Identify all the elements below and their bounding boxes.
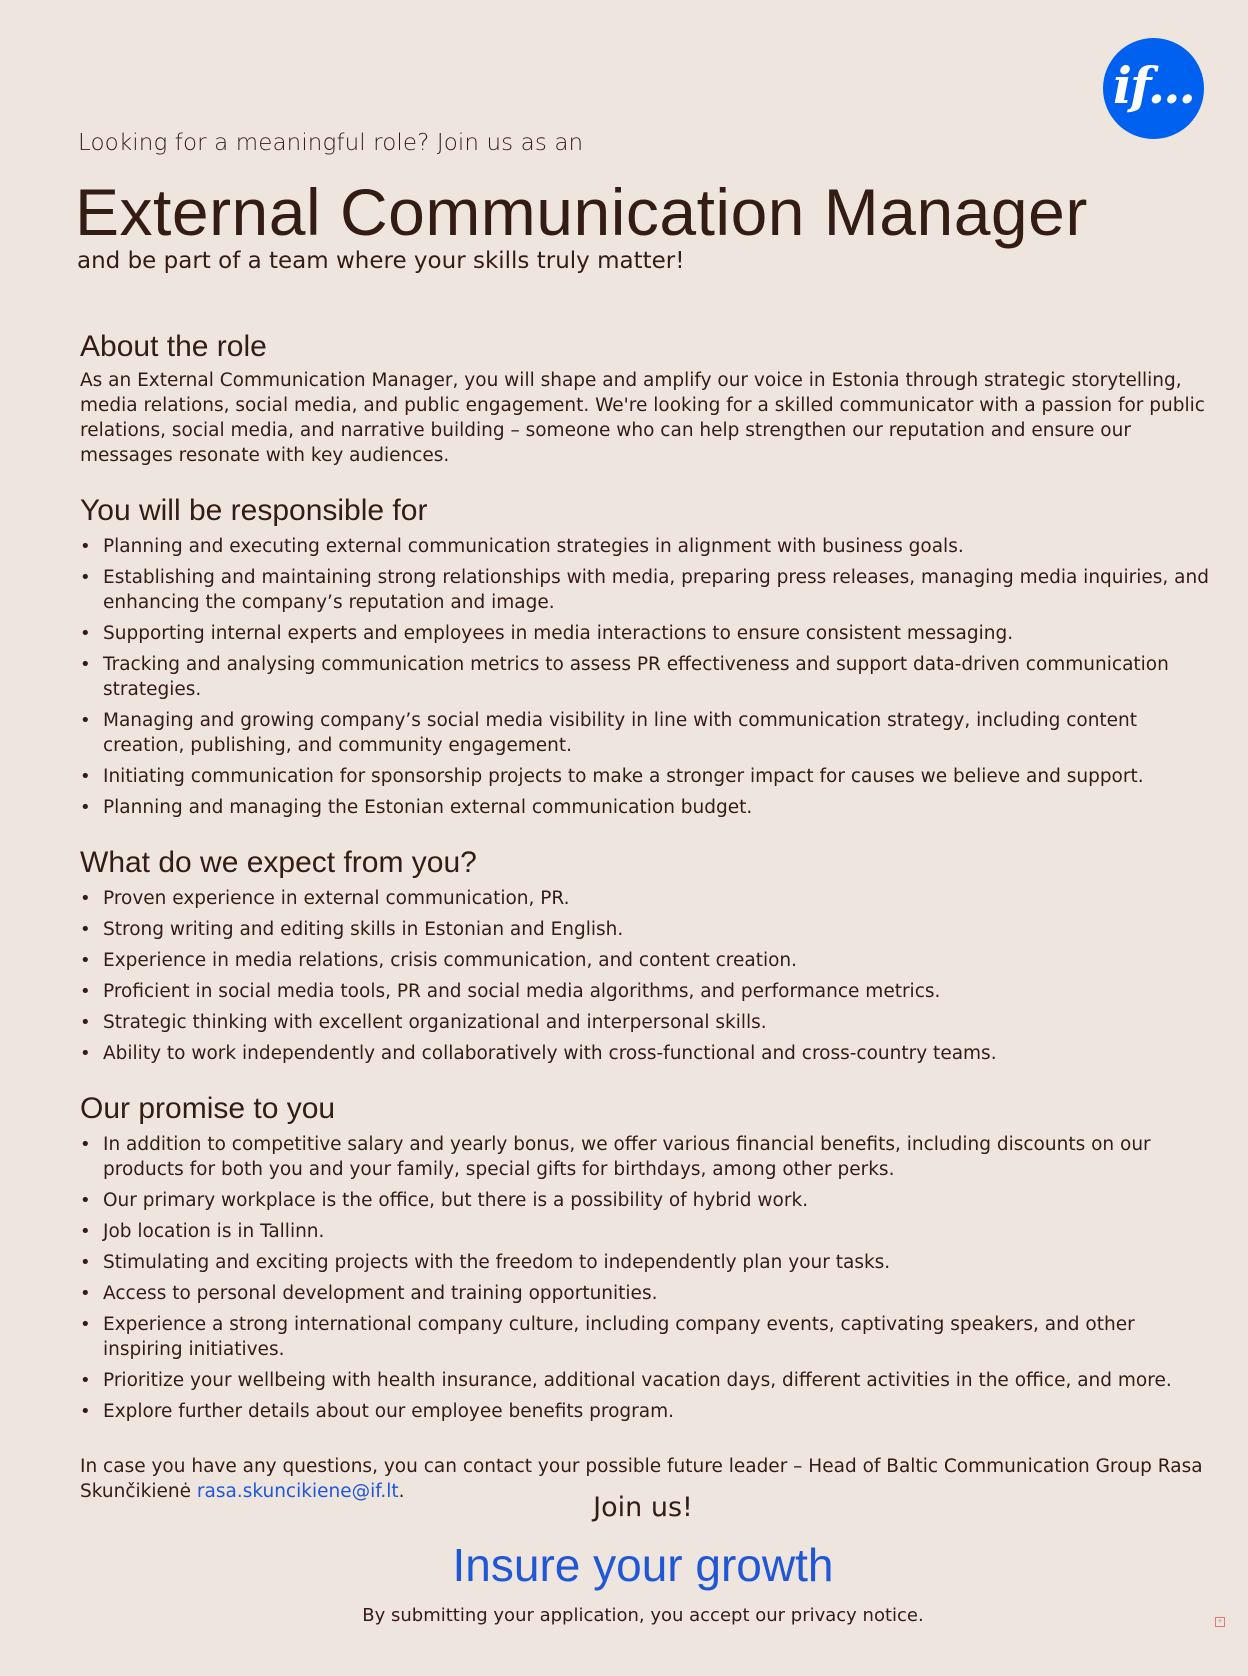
- list-item-text: Job location is in Tallinn.: [103, 1221, 325, 1242]
- list-item-text: Proficient in social media tools, PR and social media algorithms, and performance metrics.: [103, 981, 941, 1002]
- bullet-icon: •: [80, 1283, 91, 1304]
- list-item-text: Our primary workplace is the office, but there is a possibility of hybrid work.: [103, 1190, 809, 1211]
- list-item: [80, 795, 1215, 820]
- contact-email-link[interactable]: rasa.skuncikiene@if.lt: [196, 1481, 399, 1502]
- list-item: [80, 917, 1215, 942]
- bullet-icon: •: [80, 888, 91, 909]
- list-item: [80, 1188, 1215, 1213]
- bullet-icon: •: [80, 1401, 91, 1422]
- list-item-text: Establishing and maintaining strong relationships with media, preparing press releases, managing media inquiries, and enhancing the company’s reputation and image.: [103, 567, 1209, 613]
- job-title: External Communication Manager: [75, 175, 1088, 249]
- bullet-icon: •: [80, 797, 91, 818]
- list-item-text: Managing and growing company’s social media visibility in line with communication strategy, including content creation, publishing, and community engagement.: [103, 710, 1138, 756]
- bullet-icon: •: [80, 1252, 91, 1273]
- bullet-icon: •: [80, 654, 91, 675]
- bullet-icon: •: [80, 1190, 91, 1211]
- list-item-text: Experience a strong international company culture, including company events, captivating speakers, and other inspiring initiatives.: [103, 1314, 1135, 1360]
- bullet-icon: •: [80, 919, 91, 940]
- bullet-icon: •: [80, 1370, 91, 1391]
- bullet-icon: •: [80, 1043, 91, 1064]
- contact-end: .: [398, 1481, 405, 1502]
- bullet-icon: •: [80, 1221, 91, 1242]
- list-item: [80, 1132, 1215, 1182]
- list-item-text: Prioritize your wellbeing with health insurance, additional vacation days, different activities in the office, and more.: [103, 1370, 1172, 1391]
- list-item: [80, 948, 1215, 973]
- tagline: and be part of a team where your skills truly matter!: [77, 248, 685, 274]
- list-item-text: Supporting internal experts and employees in media interactions to ensure consistent messaging.: [103, 623, 1014, 644]
- intro-text: Looking for a meaningful role? Join us as an: [78, 130, 584, 156]
- if-logo: [1103, 38, 1204, 139]
- list-item-text: Initiating communication for sponsorship projects to make a stronger impact for causes we believe and support.: [103, 766, 1144, 787]
- list-item: [80, 534, 1215, 559]
- list-item-text: Tracking and analysing communication metrics to assess PR effectiveness and support data-driven communication strategies.: [103, 654, 1169, 700]
- list-item: [80, 1041, 1215, 1066]
- list-item: [80, 886, 1215, 911]
- join-us-heading: Join us!: [593, 1492, 693, 1523]
- privacy-notice[interactable]: By submitting your application, you accept our privacy notice.: [362, 1605, 924, 1626]
- list-item-text: Experience in media relations, crisis communication, and content creation.: [103, 950, 798, 971]
- bullet-icon: •: [80, 981, 91, 1002]
- list-item: [80, 1010, 1215, 1035]
- expand-icon[interactable]: +: [1215, 1617, 1225, 1627]
- list-item: [80, 1312, 1215, 1362]
- bullet-icon: •: [80, 1134, 91, 1155]
- bullet-icon: •: [80, 766, 91, 787]
- bullet-icon: •: [80, 1012, 91, 1033]
- about-section: [80, 330, 1215, 468]
- list-item: [80, 621, 1215, 646]
- job-description: [80, 330, 1215, 1504]
- list-item: [80, 764, 1215, 789]
- about-text: As an External Communication Manager, you will shape and amplify our voice in Estonia through strategic storytelling, media relations, social media, and public engagement. We're looking for a skilled communicator with a passion for public relations, social media, and narrative building – someone who can help strengthen our reputation and ensure our messages resonate with key audiences.: [80, 370, 1205, 466]
- responsibilities-heading: You will be responsible for: [80, 494, 428, 527]
- list-item-text: Stimulating and exciting projects with the freedom to independently plan your tasks.: [103, 1252, 891, 1273]
- logo-text: if...: [1113, 56, 1194, 115]
- list-item: [80, 708, 1215, 758]
- list-item: [80, 1281, 1215, 1306]
- list-item: [80, 1219, 1215, 1244]
- list-item: [80, 979, 1215, 1004]
- list-item-text: Access to personal development and training opportunities.: [103, 1283, 658, 1304]
- list-item: [80, 1399, 1215, 1424]
- list-item-text: In addition to competitive salary and yearly bonus, we offer various financial benefits, including discounts on our products for both you and your family, special gifts for birthdays, among other perks.: [103, 1134, 1151, 1180]
- expectations-list: [80, 886, 1215, 1066]
- expectations-heading: What do we expect from you?: [80, 846, 477, 879]
- bullet-icon: •: [80, 567, 91, 588]
- list-item-text: Strong writing and editing skills in Estonian and English.: [103, 919, 624, 940]
- responsibilities-section: [80, 494, 1215, 820]
- bullet-icon: •: [80, 1314, 91, 1335]
- bullet-icon: •: [80, 950, 91, 971]
- list-item-text: Strategic thinking with excellent organizational and interpersonal skills.: [103, 1012, 767, 1033]
- slogan: Insure your growth: [452, 1539, 834, 1591]
- promise-list: [80, 1132, 1215, 1424]
- list-item-text: Planning and executing external communication strategies in alignment with business goals.: [103, 536, 964, 557]
- promise-section: [80, 1092, 1215, 1424]
- list-item: [80, 1368, 1215, 1393]
- bullet-icon: •: [80, 536, 91, 557]
- promise-heading: Our promise to you: [80, 1092, 336, 1125]
- list-item-text: Explore further details about our employee benefits program.: [103, 1401, 674, 1422]
- contact-text: In case you have any questions, you can contact your possible future leader – Head of Baltic Communication Group Rasa Skunčikienė: [80, 1456, 1203, 1502]
- list-item-text: Planning and managing the Estonian external communication budget.: [103, 797, 753, 818]
- expectations-section: [80, 846, 1215, 1066]
- bullet-icon: •: [80, 623, 91, 644]
- list-item-text: Proven experience in external communication, PR.: [103, 888, 570, 909]
- list-item-text: Ability to work independently and collaboratively with cross-functional and cross-country teams.: [103, 1043, 997, 1064]
- responsibilities-list: [80, 534, 1215, 820]
- list-item: [80, 565, 1215, 615]
- list-item: [80, 1250, 1215, 1275]
- about-heading: About the role: [80, 330, 267, 363]
- list-item: [80, 652, 1215, 702]
- bullet-icon: •: [80, 710, 91, 731]
